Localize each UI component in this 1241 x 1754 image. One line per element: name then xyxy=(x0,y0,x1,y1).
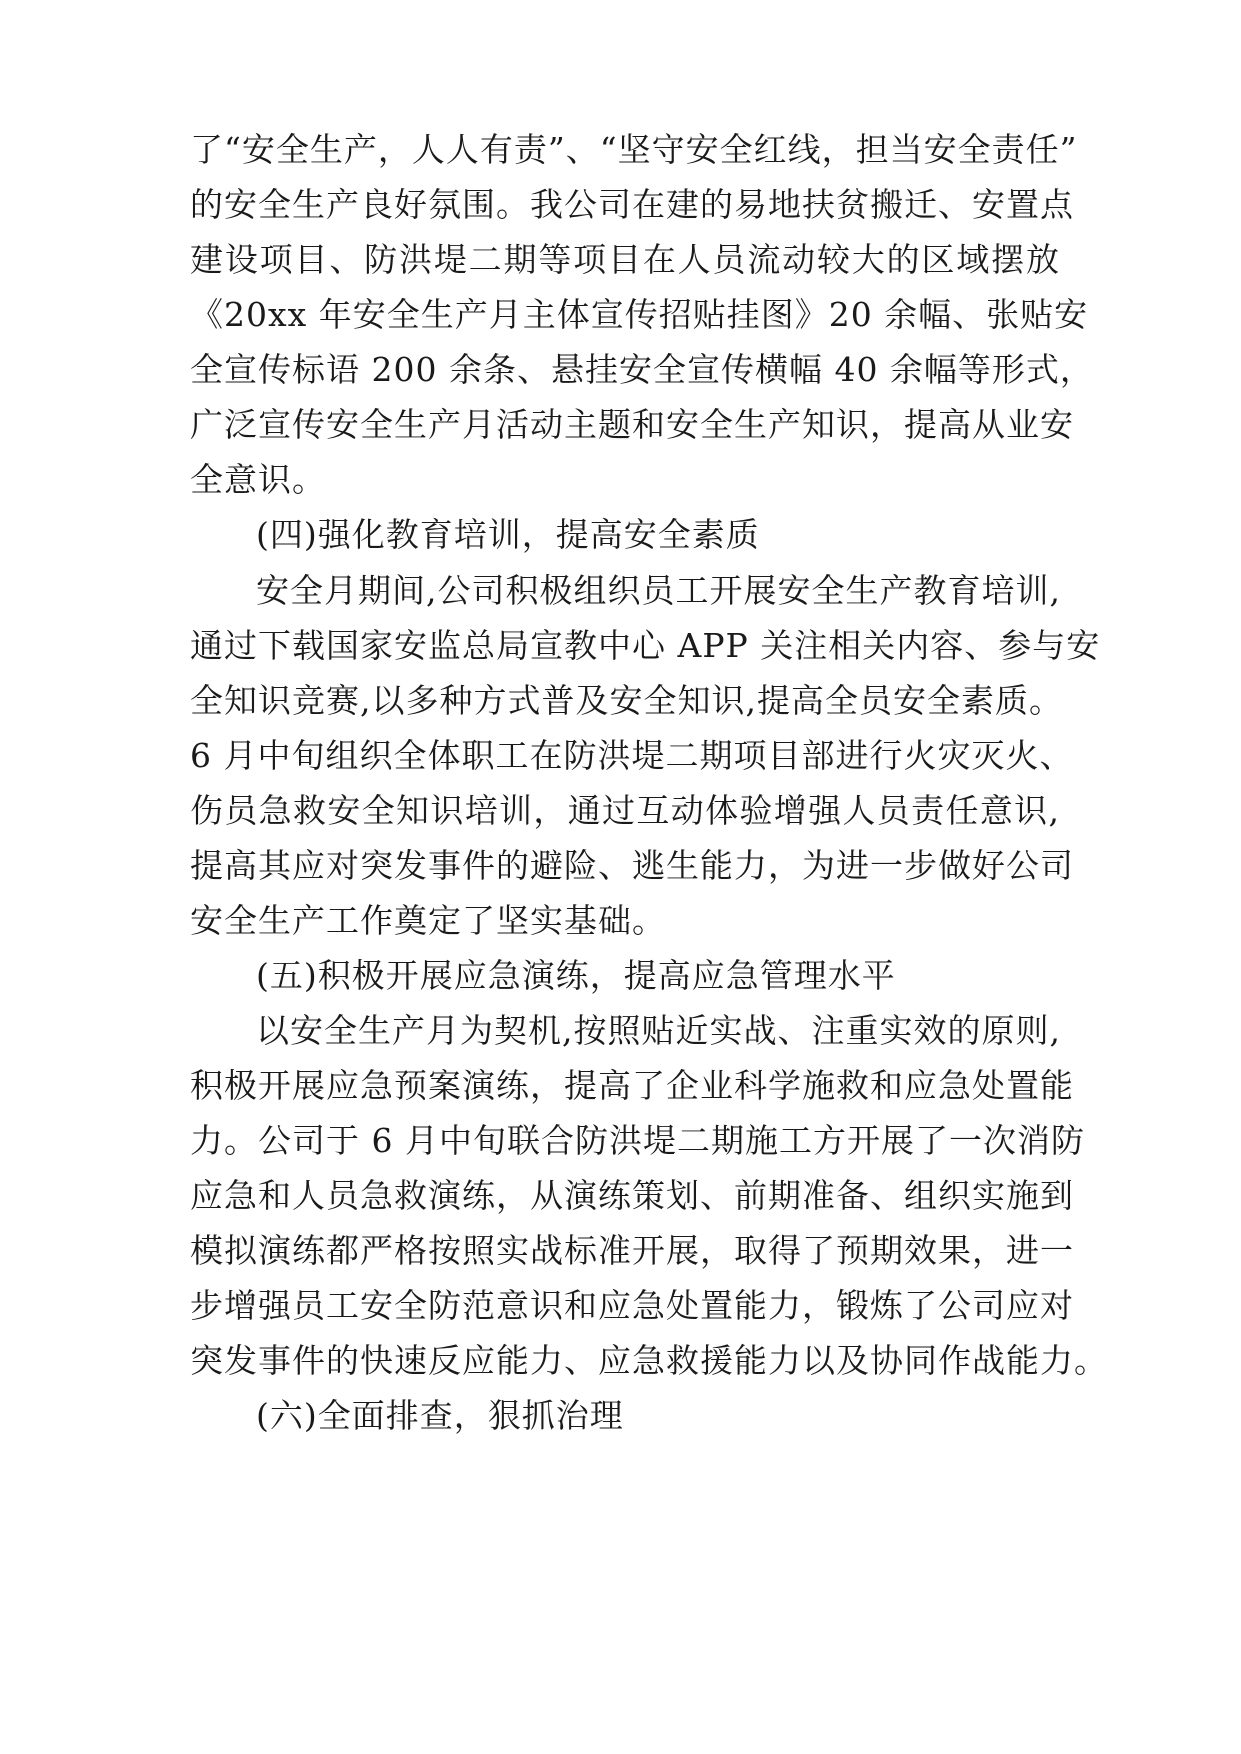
text-line: 安全生产工作奠定了坚实基础。 xyxy=(190,901,666,940)
text-line: 6 月中旬组织全体职工在防洪堤二期项目部进行火灾灭火、 xyxy=(190,736,1074,775)
text-line: 伤员急救安全知识培训，通过互动体验增强人员责任意识, xyxy=(190,791,1060,830)
text-line: 全知识竞赛,以多种方式普及安全知识,提高全员安全素质。 xyxy=(190,681,1063,720)
text-line: 了“安全生产，人人有责”、“坚守安全红线，担当安全责任” xyxy=(190,130,1078,169)
text-line: 积极开展应急预案演练，提高了企业科学施救和应急处置能 xyxy=(190,1066,1074,1105)
text-line: 步增强员工安全防范意识和应急处置能力，锻炼了公司应对 xyxy=(190,1286,1074,1325)
text-line: 以安全生产月为契机,按照贴近实战、注重实效的原则, xyxy=(256,1011,1061,1050)
text-line: 模拟演练都严格按照实战标准开展，取得了预期效果，进一 xyxy=(190,1231,1074,1270)
text-line: 全意识。 xyxy=(190,460,326,499)
text-line: 广泛宣传安全生产月活动主题和安全生产知识，提高从业安 xyxy=(190,405,1074,444)
text-line: 通过下载国家安监总局宣教中心 APP 关注相关内容、参与安 xyxy=(190,626,1101,665)
text-line: 建设项目、防洪堤二期等项目在人员流动较大的区域摆放 xyxy=(190,240,1060,279)
section-heading-5: (五)积极开展应急演练，提高应急管理水平 xyxy=(256,956,896,995)
text-line: 突发事件的快速反应能力、应急救援能力以及协同作战能力。 xyxy=(190,1341,1108,1380)
section-heading-6: (六)全面排查，狠抓治理 xyxy=(256,1396,624,1435)
text-line: 安全月期间,公司积极组织员工开展安全生产教育培训, xyxy=(256,571,1061,610)
text-line: 力。公司于 6 月中旬联合防洪堤二期施工方开展了一次消防 xyxy=(190,1121,1085,1160)
text-line: 《20xx 年安全生产月主体宣传招贴挂图》20 余幅、张贴安 xyxy=(190,295,1089,334)
text-line: 提高其应对突发事件的避险、逃生能力，为进一步做好公司 xyxy=(190,846,1074,885)
section-heading-4: (四)强化教育培训，提高安全素质 xyxy=(256,515,760,554)
text-line: 应急和人员急救演练，从演练策划、前期准备、组织实施到 xyxy=(190,1176,1074,1215)
text-line: 全宣传标语 200 余条、悬挂安全宣传横幅 40 余幅等形式， xyxy=(190,350,1094,389)
text-line: 的安全生产良好氛围。我公司在建的易地扶贫搬迁、安置点 xyxy=(190,185,1074,224)
